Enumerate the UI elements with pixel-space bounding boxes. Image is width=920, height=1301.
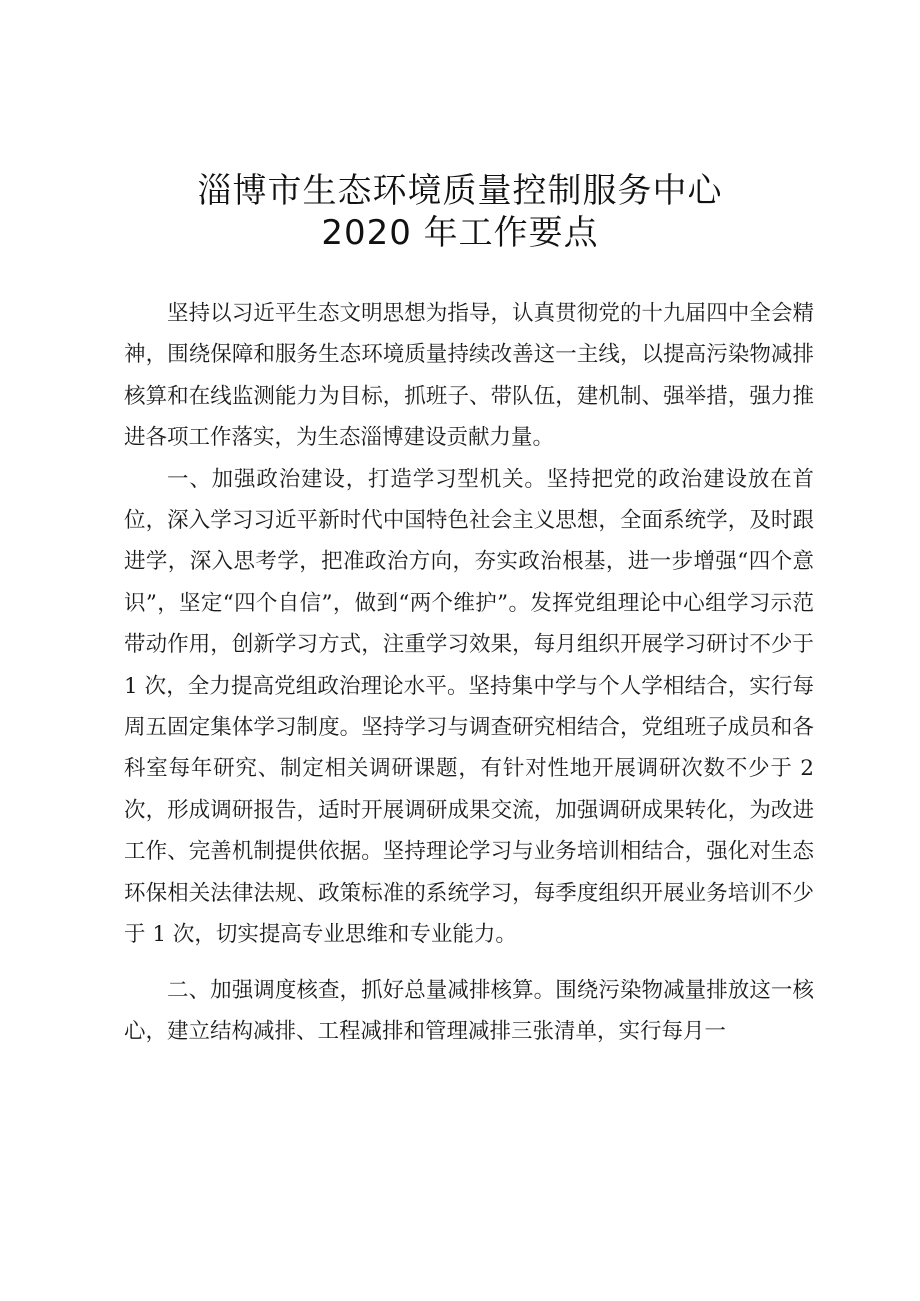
paragraph-section-1: 一、加强政治建设，打造学习型机关。坚持把党的政治建设放在首位，深入学习习近平新时代中国特色社会主义思想，全面系统学，及时跟进学，深入思考学，把准政治方向，夯实政治根基，进一步增强“四个意识”，坚定“四个自信”，做到“两个维护”。发挥党组理论中心组学习示范带动作用，创新学习方式，注重学习效果，每月组织开展学习研讨不少于 1 次，全力提高党组政治理论水平。坚持集中学与个人学相结合，实行每周五固定集体学习制度。坚持学习与调查研究相结合，党组班子成员和各科室每年研究、制定相关调研课题，有针对性地开展调研次数不少于 2 次，形成调研报告，适时开展调研成果交流，加强调研成果转化，为改进工作、完善机制提供依据。坚持理论学习与业务培训相结合，强化对生态环保相关法律法规、政策标准的系统学习，每季度组织开展业务培训不少于 1 次，切实提高专业思维和专业能力。 xyxy=(124,466,814,948)
paragraph-intro: 坚持以习近平生态文明思想为指导，认真贯彻党的十九届四中全会精神，围绕保障和服务生态环境质量持续改善这一主线，以提高污染物减排核算和在线监测能力为目标，抓班子、带队伍，建机制、强举措，强力推进各项工作落实，为生态淄博建设贡献力量。 xyxy=(124,301,814,451)
document-title-line-1: 淄博市生态环境质量控制服务中心 xyxy=(197,171,723,211)
document-title-line-2: 2020 年工作要点 xyxy=(321,213,599,253)
document-body xyxy=(124,293,814,1052)
paragraph-section-2: 二、加强调度核查，抓好总量减排核算。围绕污染物减量排放这一核心，建立结构减排、工程减排和管理减排三张清单，实行每月一 xyxy=(124,977,814,1044)
